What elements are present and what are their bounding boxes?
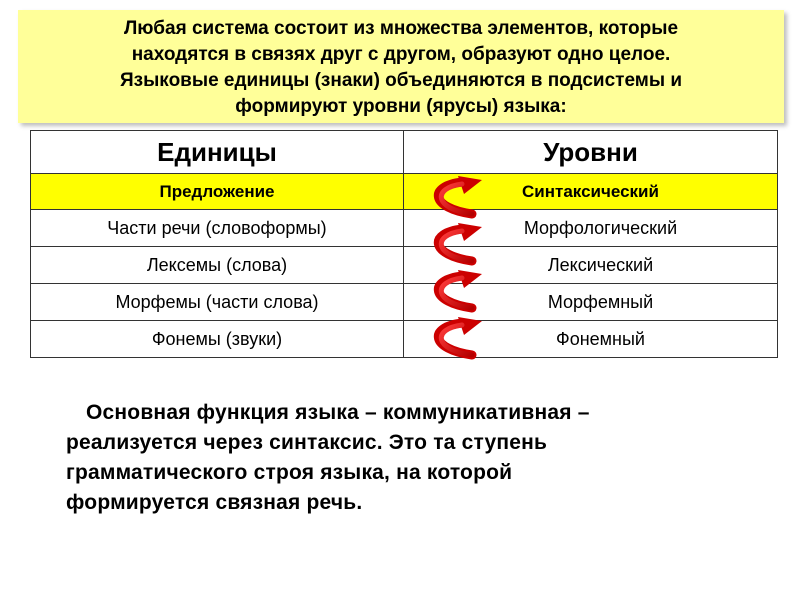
- main-line: реализуется через синтаксис. Это та ступень: [66, 431, 548, 454]
- table-row: [31, 174, 778, 210]
- unit-cell: Фонемы (звуки): [31, 321, 404, 358]
- header-levels: Уровни: [404, 131, 778, 174]
- unit-cell: Лексемы (слова): [31, 247, 404, 284]
- table-row: [31, 284, 778, 321]
- main-line: Основная функция языка – коммуникативная –: [86, 401, 590, 424]
- level-cell: Морфологический: [404, 210, 778, 247]
- level-cell: Лексический: [404, 247, 778, 284]
- table-row: [31, 321, 778, 358]
- main-line: формируется связная речь.: [66, 491, 363, 514]
- unit-cell: Части речи (словоформы): [31, 210, 404, 247]
- table-row: [31, 247, 778, 284]
- level-cell: Морфемный: [404, 284, 778, 321]
- intro-line: находятся в связях друг с другом, образуют одно целое.: [131, 44, 671, 65]
- main-paragraph: [66, 398, 746, 518]
- level-cell: Синтаксический: [404, 174, 778, 210]
- levels-table: [30, 130, 778, 358]
- intro-box: [18, 10, 784, 123]
- table-row: [31, 210, 778, 247]
- unit-cell: Морфемы (части слова): [31, 284, 404, 321]
- level-cell: Фонемный: [404, 321, 778, 358]
- intro-line: Любая система состоит из множества элементов, которые: [123, 18, 679, 39]
- table-header-row: [31, 131, 778, 174]
- header-units: Единицы: [31, 131, 404, 174]
- intro-line: Языковые единицы (знаки) объединяются в подсистемы и: [119, 70, 683, 91]
- unit-cell: Предложение: [31, 174, 404, 210]
- main-line: грамматического строя языка, на которой: [66, 461, 513, 484]
- intro-line: формируют уровни (ярусы) языка:: [235, 96, 567, 117]
